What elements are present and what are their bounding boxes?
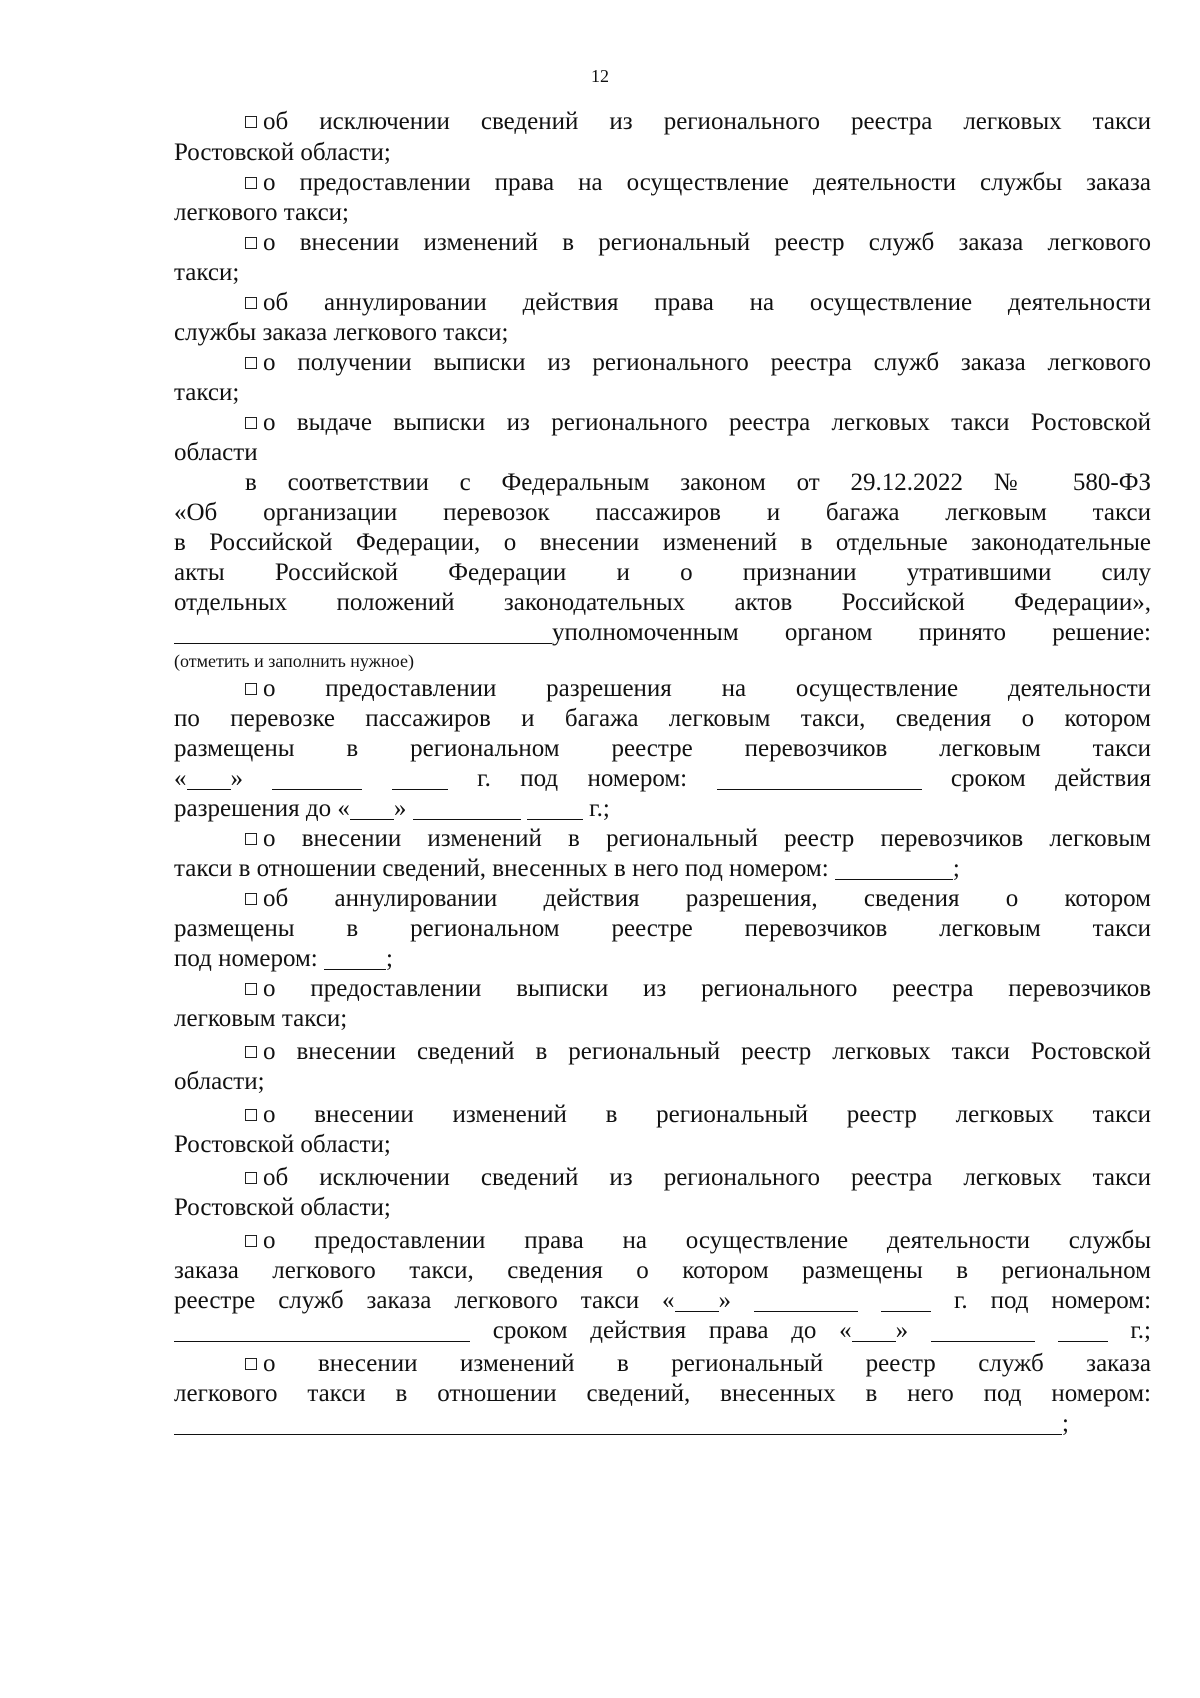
checkbox-icon[interactable] xyxy=(245,237,257,249)
text-line: размещены в региональном реестре перевозчиков легковым такси xyxy=(174,915,1151,942)
checkbox-icon[interactable] xyxy=(245,1358,257,1370)
permit-date-line: « » г. под номером: сроком действия xyxy=(174,765,1152,792)
law-line: в Российской Федерации, о внесении изменений в отдельные законодательные xyxy=(174,529,1151,556)
decision-carrier-extract[interactable]: о предоставлении выписки из регионального реестра перевозчиков xyxy=(245,973,1151,1005)
checkbox-icon[interactable] xyxy=(245,893,257,905)
decision-dispatch-changes[interactable]: о внесении изменений в региональный реестр служб заказа xyxy=(245,1348,1151,1380)
option-annul-dispatch-right[interactable]: об аннулировании действия права на осуществление деятельности xyxy=(245,287,1151,319)
checkbox-icon[interactable] xyxy=(245,1046,257,1058)
text-line: области xyxy=(174,439,258,466)
checkbox-icon[interactable] xyxy=(245,297,257,309)
checkbox-icon[interactable] xyxy=(245,1235,257,1247)
fill-note: (отметить и заполнить нужное) xyxy=(174,651,414,671)
law-line: «Об организации перевозок пассажиров и багажа легковым такси xyxy=(174,499,1151,526)
day-blank[interactable] xyxy=(187,765,231,790)
text-line: легковым такси; xyxy=(174,1005,348,1032)
decision-annul-permit[interactable]: об аннулировании действия разрешения, сведения о котором xyxy=(245,883,1151,915)
text-line: области; xyxy=(174,1068,265,1095)
annul-number-line: под номером: ; xyxy=(174,945,393,972)
option-taxi-extract[interactable]: о выдаче выписки из регионального реестра легковых такси Ростовской xyxy=(245,407,1151,439)
day-blank[interactable] xyxy=(350,795,394,820)
month-blank[interactable] xyxy=(754,1287,858,1312)
checkbox-icon[interactable] xyxy=(245,983,257,995)
year-blank[interactable] xyxy=(527,795,583,820)
checkbox-icon[interactable] xyxy=(245,1172,257,1184)
page-number: 12 xyxy=(591,66,609,86)
law-line: отдельных положений законодательных актов Российской Федерации», xyxy=(174,589,1151,616)
option-grant-dispatch-right[interactable]: о предоставлении права на осуществление деятельности службы заказа xyxy=(245,167,1151,199)
checkbox-icon[interactable] xyxy=(245,683,257,695)
option-dispatch-changes[interactable]: о внесении изменений в региональный реестр служб заказа легкового xyxy=(245,227,1151,259)
checkbox-icon[interactable] xyxy=(245,417,257,429)
decision-taxi-exclusion[interactable]: об исключении сведений из регионального реестра легковых такси xyxy=(245,1162,1151,1194)
dispatch-number-line: ; xyxy=(174,1408,1151,1440)
number-blank[interactable] xyxy=(835,855,953,880)
authority-blank[interactable] xyxy=(174,619,552,644)
carrier-number-line: такси в отношении сведений, внесенных в него под номером: ; xyxy=(174,855,960,882)
text-line: легкового такси в отношении сведений, внесенных в него под номером: xyxy=(174,1380,1151,1407)
checkbox-icon[interactable] xyxy=(245,357,257,369)
dispatch-date-line: реестре служб заказа легкового такси « » г. под номером: xyxy=(174,1287,1152,1314)
number-blank[interactable] xyxy=(717,765,922,790)
checkbox-icon[interactable] xyxy=(245,1109,257,1121)
text-line: Ростовской области; xyxy=(174,1131,391,1158)
text-line: заказа легкового такси, сведения о котором размещены в региональном xyxy=(174,1257,1151,1284)
day-blank[interactable] xyxy=(675,1287,719,1312)
option-dispatch-extract[interactable]: о получении выписки из регионального реестра служб заказа легкового xyxy=(245,347,1151,379)
month-blank[interactable] xyxy=(931,1317,1035,1342)
number-blank[interactable] xyxy=(174,1410,1062,1435)
decision-grant-permit[interactable]: о предоставлении разрешения на осуществление деятельности xyxy=(245,673,1151,705)
decision-grant-dispatch-right[interactable]: о предоставлении права на осуществление деятельности службы xyxy=(245,1225,1151,1257)
decision-carrier-changes[interactable]: о внесении изменений в региональный реестр перевозчиков легковым xyxy=(245,823,1151,855)
year-blank[interactable] xyxy=(881,1287,931,1312)
text-line: легкового такси; xyxy=(174,199,349,226)
number-blank[interactable] xyxy=(324,945,386,970)
dispatch-term-line: сроком действия права до « » г.; xyxy=(174,1315,1151,1347)
decision-taxi-changes[interactable]: о внесении изменений в региональный реестр легковых такси xyxy=(245,1099,1151,1131)
authority-line: уполномоченным органом принято решение: xyxy=(174,617,1151,649)
text-line: по перевозке пассажиров и багажа легковым такси, сведения о котором xyxy=(174,705,1151,732)
decision-taxi-entry[interactable]: о внесении сведений в региональный реестр легковых такси Ростовской xyxy=(245,1036,1151,1068)
text-line: службы заказа легкового такси; xyxy=(174,319,509,346)
checkbox-icon[interactable] xyxy=(245,177,257,189)
law-line: в соответствии с Федеральным законом от 29.12.2022 № 580-ФЗ xyxy=(245,469,1151,496)
text-line: размещены в региональном реестре перевозчиков легковым такси xyxy=(174,735,1151,762)
year-blank[interactable] xyxy=(392,765,448,790)
option-exclusion-line[interactable]: об исключении сведений из регионального реестра легковых такси xyxy=(245,106,1151,138)
text-line: Ростовской области; xyxy=(174,1194,391,1221)
law-line: акты Российской Федерации и о признании утратившими силу xyxy=(174,559,1151,586)
checkbox-icon[interactable] xyxy=(245,116,257,128)
text-line: такси; xyxy=(174,259,240,286)
day-blank[interactable] xyxy=(852,1317,896,1342)
permit-term-line: разрешения до « » г.; xyxy=(174,795,610,822)
checkbox-icon[interactable] xyxy=(245,833,257,845)
text-line: Ростовской области; xyxy=(174,139,391,166)
month-blank[interactable] xyxy=(413,795,521,820)
text-line: такси; xyxy=(174,379,240,406)
month-blank[interactable] xyxy=(272,765,362,790)
year-blank[interactable] xyxy=(1058,1317,1108,1342)
number-blank[interactable] xyxy=(174,1317,470,1342)
